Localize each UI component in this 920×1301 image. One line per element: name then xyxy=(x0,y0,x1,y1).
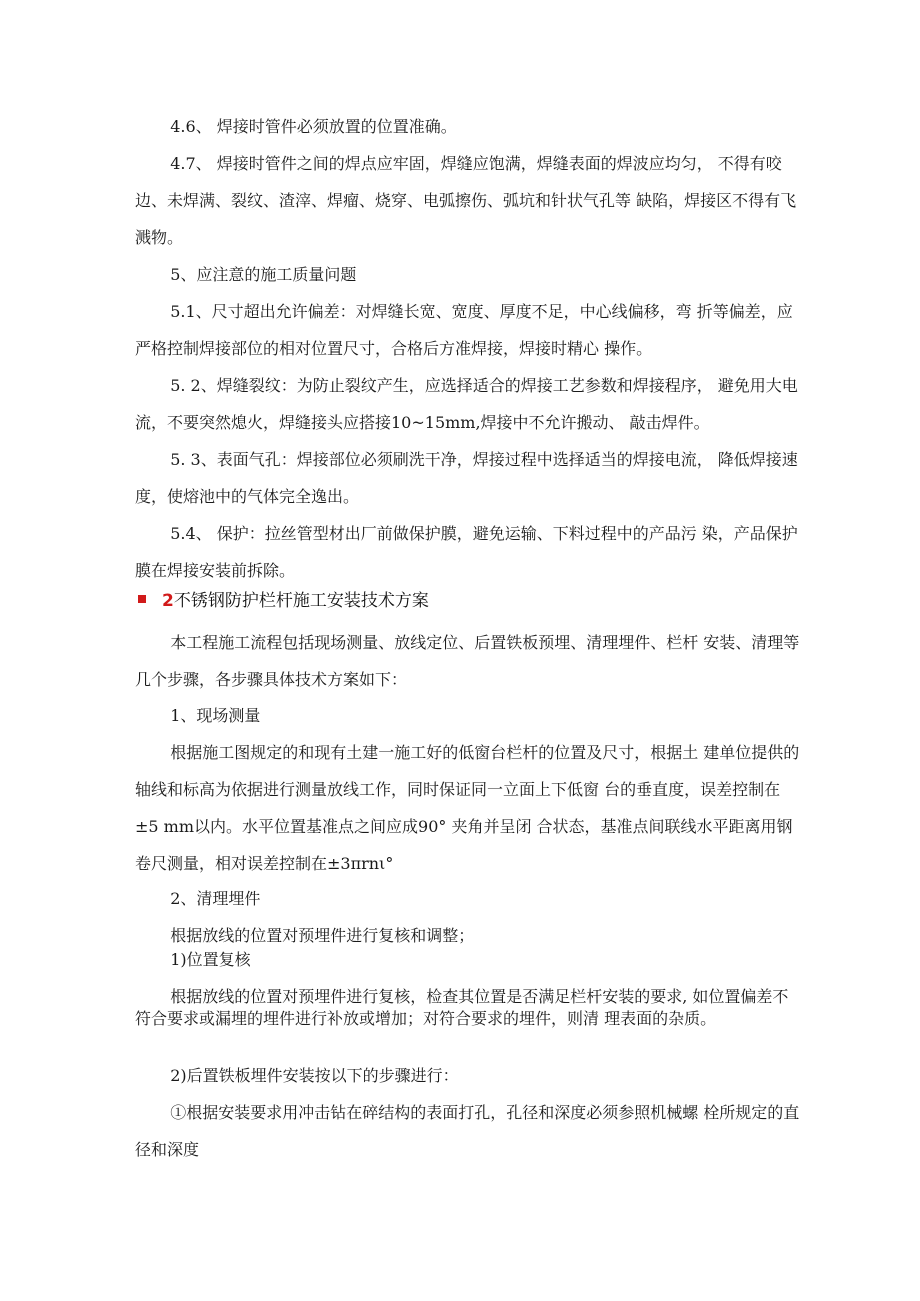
paragraph-5-heading: 5、应注意的施工质量问题 xyxy=(170,265,357,284)
paragraph-step2-1-heading: 1)位置复核 xyxy=(170,950,251,969)
paragraph-step2-heading: 2、清理埋件 xyxy=(170,889,261,908)
paragraph-5-3: 5. 3、表面气孔：焊接部位必须刷洗干净，焊接过程中选择适当的焊接电流， 降低焊接速度，使熔池中的气体完全逸出。 xyxy=(135,450,798,506)
paragraph-4-7: 4.7、 焊接时管件之间的焊点应牢固，焊缝应饱满，焊缝表面的焊波应均匀， 不得有咬边、未焊满、裂纹、渣滓、焊瘤、烧穿、电弧擦伤、弧坑和针状气孔等 缺陷，焊接区不得有飞溅物。 xyxy=(135,154,797,247)
paragraph-4-6: 4.6、 焊接时管件必须放置的位置准确。 xyxy=(170,117,457,136)
paragraph-step2-2-heading: 2)后置铁板埋件安装按以下的步骤进行： xyxy=(170,1066,459,1085)
paragraph-step2-2-1: ①根据安装要求用冲击钻在碎结构的表面打孔，孔径和深度必须参照机械螺 栓所规定的直径和深度 xyxy=(135,1103,800,1159)
paragraph-5-2: 5. 2、焊缝裂纹：为防止裂纹产生，应选择适合的焊接工艺参数和焊接程序， 避免用大电流，不要突然熄火，焊缝接头应搭接10~15mm,焊接中不允许搬动、 敲击焊件。 xyxy=(135,376,798,432)
square-bullet-icon xyxy=(138,595,146,603)
paragraph-intro: 本工程施工流程包括现场测量、放线定位、后置铁板预埋、清理埋件、栏杆 安装、清理等几个步骤，各步骤具体技术方案如下： xyxy=(135,633,800,689)
paragraph-step2-1-body: 根据放线的位置对预埋件进行复核，检查其位置是否满足栏杆安装的要求, 如位置偏差不符合要求或漏埋的埋件进行补放或增加；对符合要求的埋件，则清 理表面的杂质。 xyxy=(135,987,789,1028)
section-number: 2 xyxy=(162,591,174,611)
paragraph-step1-body: 根据施工图规定的和现有土建一施工好的低窗台栏杆的位置及尺寸，根据土 建单位提供的轴线和标高为依据进行测量放线工作，同时保证同一立面上下低窗 台的垂直度，误差控制在±5 mm以内。水平位置基准点之间应成90° 夹角并呈闭 合状态，基准点间联线水平距离用钢卷尺测量，相对误差控制在±3πrnι° xyxy=(135,743,800,873)
paragraph-step2-body: 根据放线的位置对预埋件进行复核和调整； xyxy=(170,926,475,945)
section-title: 不锈钢防护栏杆施工安装技术方案 xyxy=(173,591,429,611)
section-heading xyxy=(135,587,800,615)
paragraph-5-1: 5.1、尺寸超出允许偏差：对焊缝长宽、宽度、厚度不足，中心线偏移，弯 折等偏差，应严格控制焊接部位的相对位置尺寸，合格后方准焊接，焊接时精心 操作。 xyxy=(135,302,793,358)
paragraph-step1-heading: 1、现场测量 xyxy=(170,706,261,725)
paragraph-5-4: 5.4、 保护：拉丝管型材出厂前做保护膜，避免运输、下料过程中的产品污 染，产品保护膜在焊接安装前拆除。 xyxy=(135,524,798,580)
